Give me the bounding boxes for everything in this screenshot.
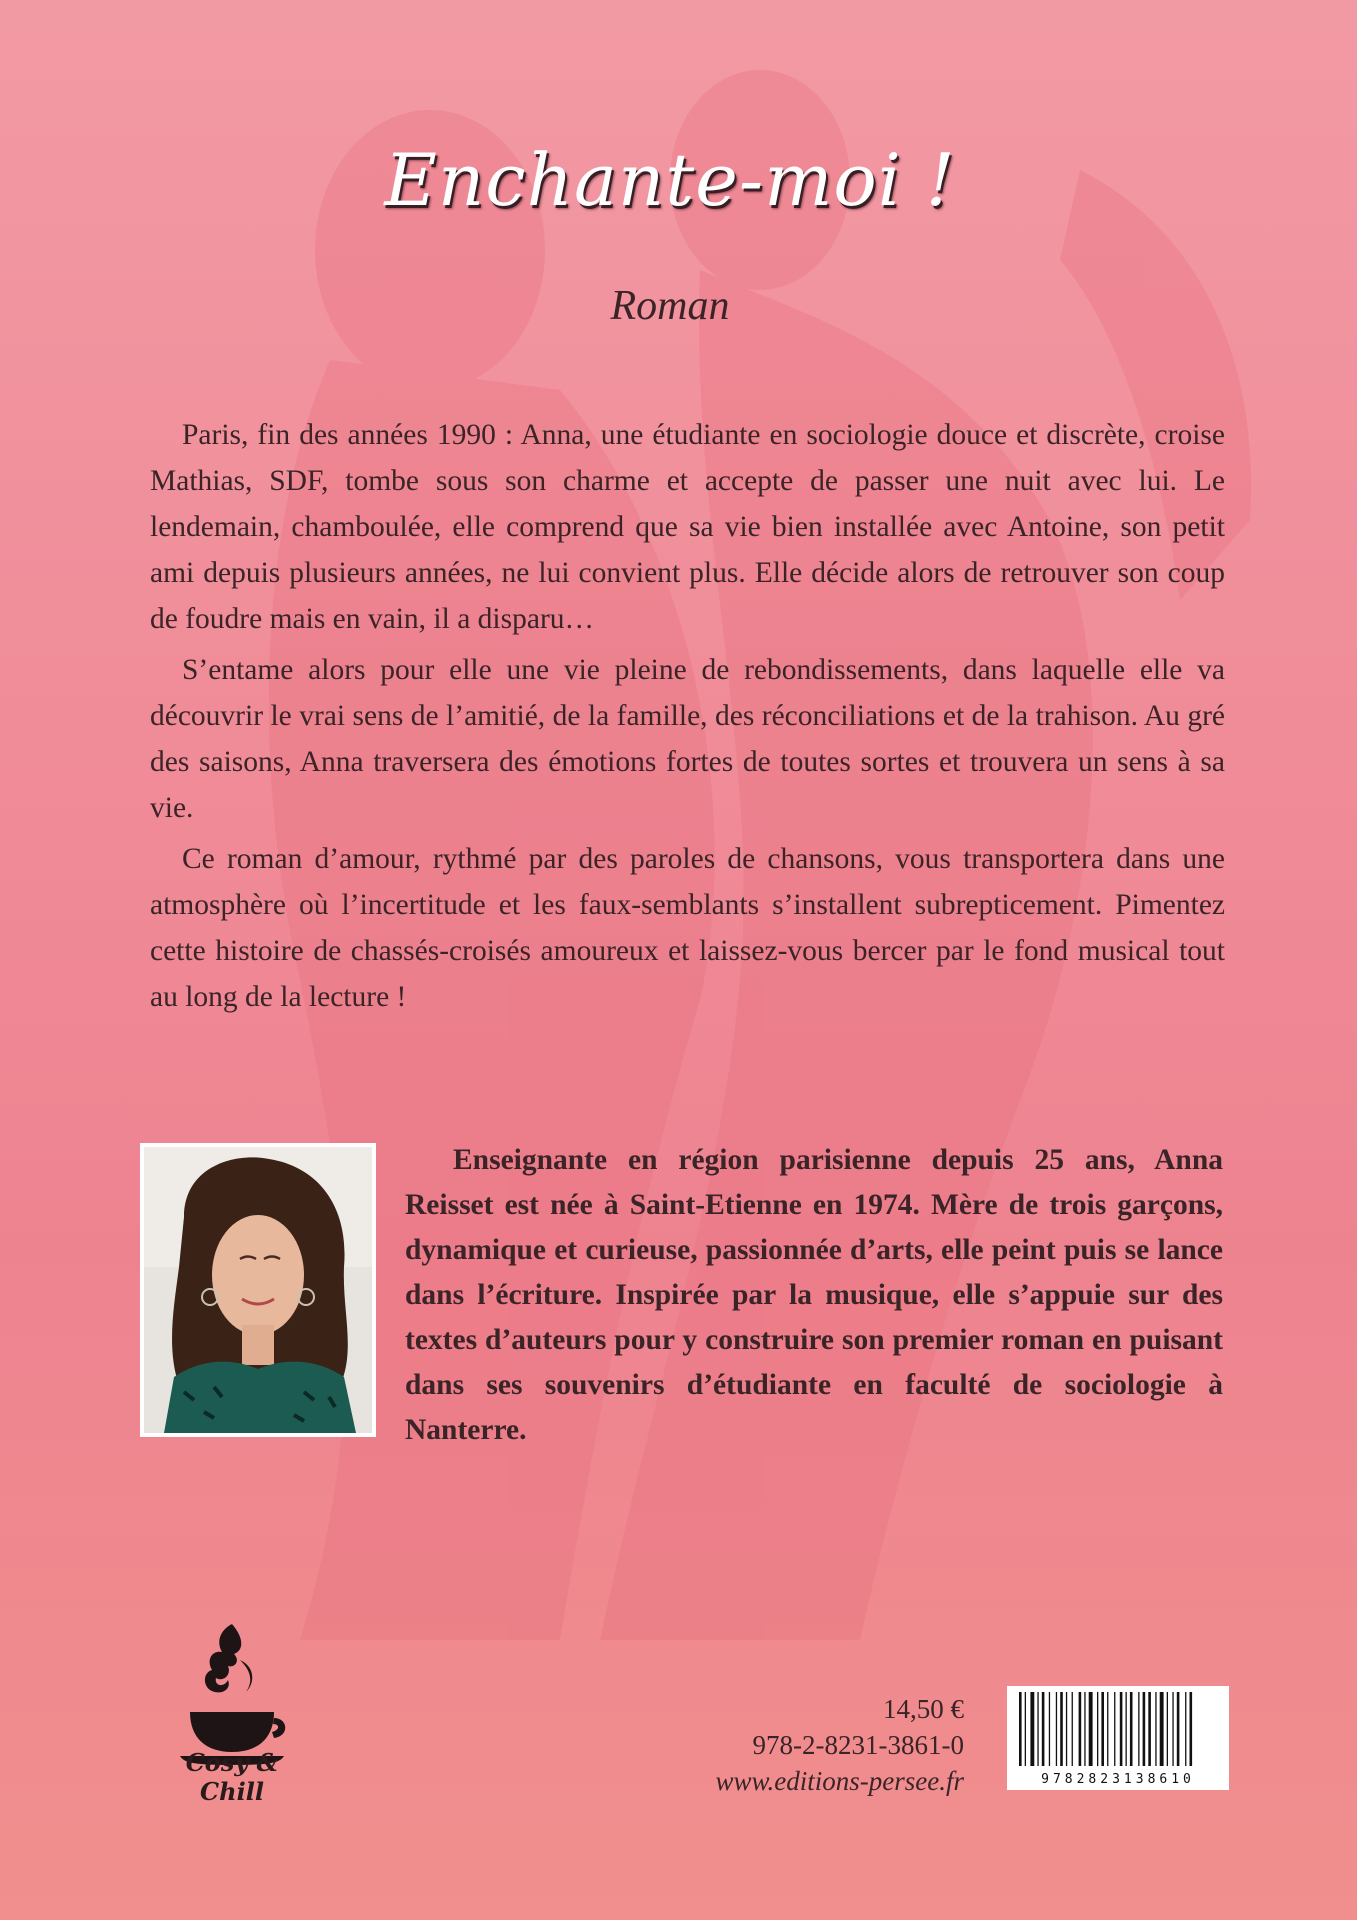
price: 14,50 € [883,1694,964,1724]
barcode-bar [1107,1692,1108,1766]
barcode-bar [1037,1692,1038,1766]
barcode-bar [1126,1692,1127,1766]
barcode-bar [1025,1692,1026,1766]
author-portrait-image [144,1147,372,1433]
book-genre-subtitle: Roman [610,283,730,329]
barcode-bar [1089,1692,1093,1766]
barcode-bar [1030,1692,1034,1766]
publication-info [640,1691,964,1799]
barcode-bars [1017,1692,1219,1766]
barcode-bar [1079,1692,1082,1766]
barcode-bar [1042,1692,1045,1766]
barcode-bar [1101,1692,1104,1766]
book-blurb [150,412,1225,1025]
barcode-bar [1056,1692,1057,1766]
author-photo [140,1143,376,1437]
isbn: 978-2-8231-3861-0 [752,1730,964,1760]
publisher-website: www.editions-persee.fr [715,1766,964,1796]
barcode-bar [1120,1692,1123,1766]
blurb-paragraph: Paris, fin des années 1990 : Anna, une étudiante en sociologie douce et discrète, croise Mathias, SDF, tombe sous son charme et accepte de passer une nuit avec lui. Le lendemain, chamboulée, elle comprend que sa vie bien installée avec Antoine, son petit ami depuis plusieurs années, ne lui convient plus. Elle décide alors de retrouver son coup de foudre mais en vain, il a disparu… [150,419,1225,635]
barcode-bar [1066,1692,1067,1766]
barcode-bar [1177,1692,1180,1766]
barcode-bar [1060,1692,1063,1766]
barcode-bar [1143,1692,1146,1766]
author-biography: Enseignante en région parisienne depuis 25 ans, Anna Reisset est née à Saint-Etienne en 1974. Mère de trois garçons, dynamique et curieuse, passionnée d’arts, elle peint puis se lance dans l’écriture. Inspirée par la musique, elle s’appuie sur des textes d’auteurs pour y construire son premier roman en puisant dans ses souvenirs d’étudiante en faculté de sociologie à Nanterre. [405,1144,1223,1446]
barcode-bar [1155,1692,1156,1766]
barcode-digits: 9782823138610 [1041,1772,1195,1787]
barcode-bar [1172,1692,1173,1766]
barcode-bar [1097,1692,1098,1766]
barcode-bar [1130,1692,1133,1766]
barcode-bar [1072,1692,1073,1766]
barcode-bar [1148,1692,1151,1766]
barcode-bar [1138,1692,1139,1766]
publisher-imprint-name: Cosy & Chill [185,1748,279,1806]
barcode-bar [1167,1692,1168,1766]
blurb-paragraph: S’entame alors pour elle une vie pleine de rebondissements, dans laquelle elle va découvrir le vrai sens de l’amitié, de la famille, des réconciliations et de la trahison. Au gré des saisons, Anna traversera des émotions fortes de toutes sortes et trouvera un sens à sa vie. [150,654,1225,824]
blurb-paragraph: Ce roman d’amour, rythmé par des paroles de chansons, vous transportera dans une atmosphère où l’incertitude et les faux-semblants s’installent subrepticement. Pimentez cette histoire de chassés-croisés amoureux et laissez-vous bercer par le fond musical tout au long de la lecture ! [150,843,1225,1013]
book-title: Enchante-moi ! [384,138,956,222]
barcode-bar [1019,1692,1022,1766]
barcode-bar [1049,1692,1050,1766]
barcode-bar [1084,1692,1085,1766]
barcode-bar [1190,1692,1193,1766]
barcode-bar [1114,1692,1115,1766]
barcode-bar [1160,1692,1164,1766]
barcode-bar [1185,1692,1186,1766]
barcode [1007,1686,1229,1790]
